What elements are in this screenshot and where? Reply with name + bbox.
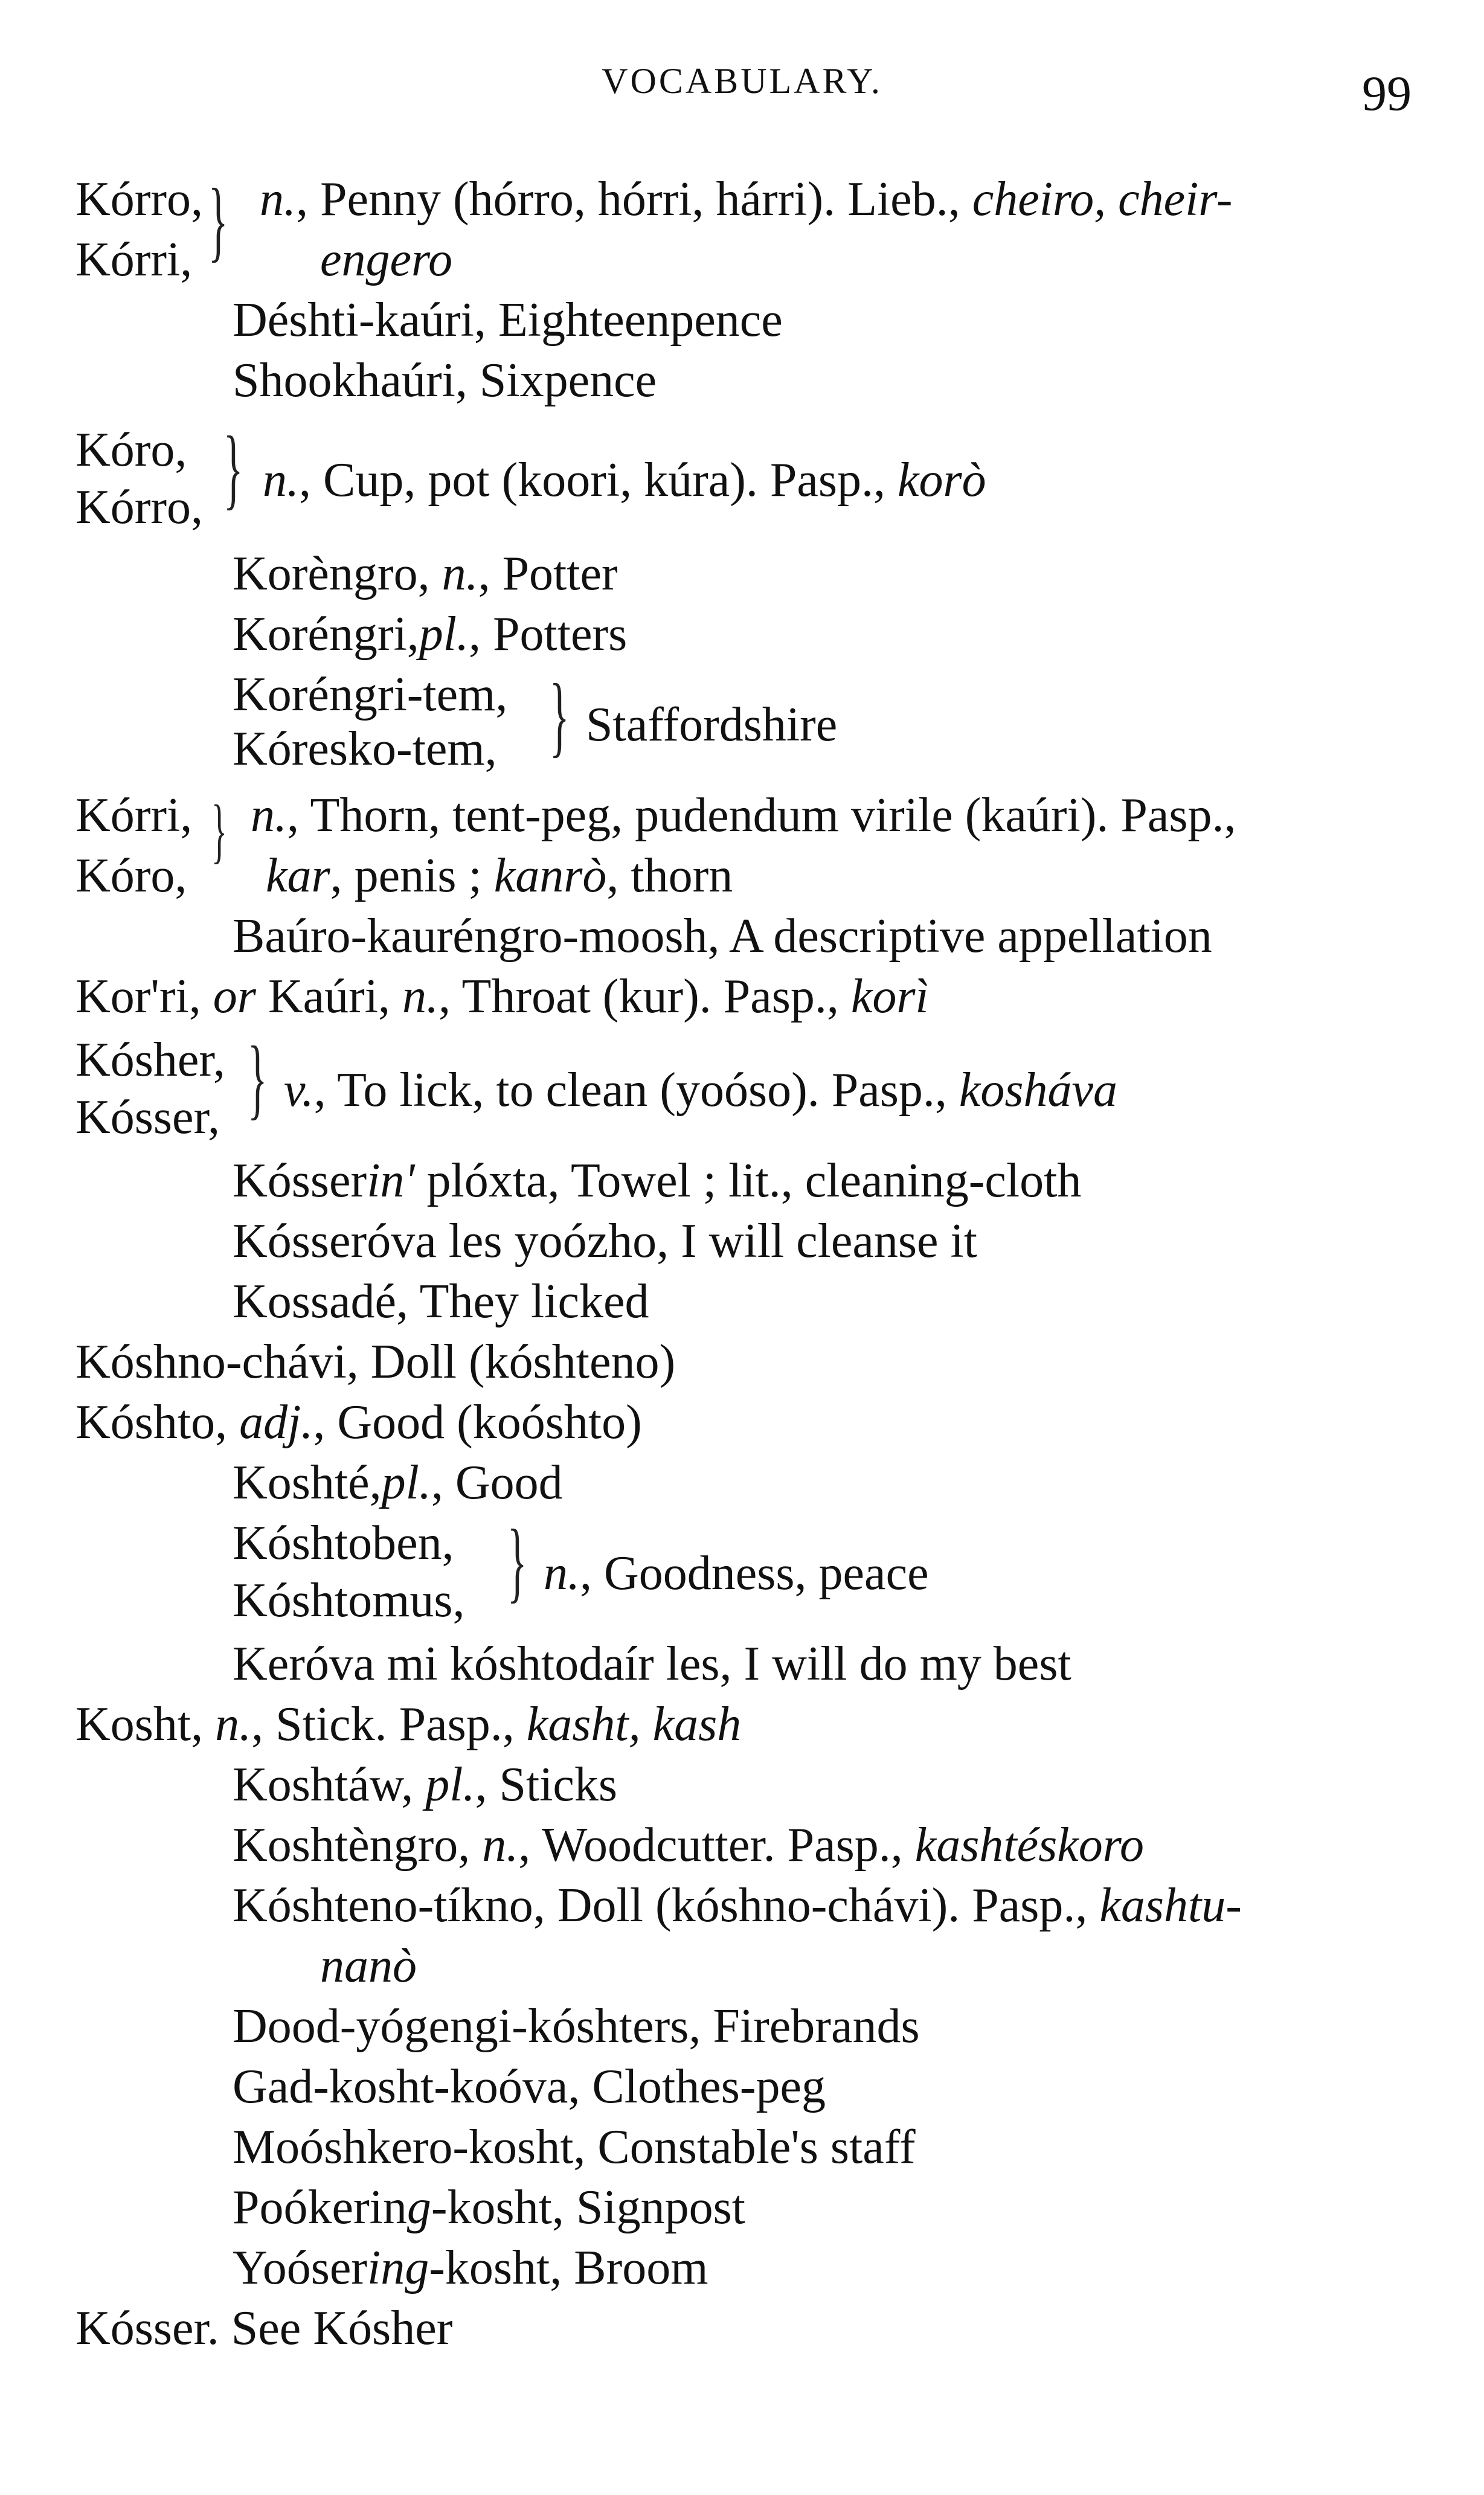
grammar-label: v. [284, 1064, 314, 1117]
grammar-label: n. [402, 970, 438, 1023]
cognate: korò [898, 454, 986, 507]
subentry-bauro: Baúro-kauréngro-moosh, A descriptive appellation [233, 910, 1212, 963]
subentry-koshteno-cont [320, 1936, 417, 1996]
page-number: 99 [1362, 66, 1412, 121]
grammar-label: n. [260, 173, 296, 226]
cognate: nanò [320, 1939, 417, 1992]
definition: , Stick. Pasp., [251, 1698, 515, 1751]
subentry-yooser: Yoósering-kosht, Broom [233, 2241, 708, 2294]
entry-kosht [75, 1694, 741, 1755]
grammar-label: n. [215, 1698, 252, 1751]
entry-korri-def [251, 785, 1236, 846]
brace: } [223, 418, 243, 518]
subentry-mooshkero: Moóshkero-kosht, Constable's staff [233, 2121, 916, 2174]
headword: Kórro, [75, 173, 204, 226]
cognate: kanrò [493, 849, 607, 902]
subentry-korengro: Korèngro, n., Potter [233, 547, 618, 600]
headword: Kósser, [75, 1091, 220, 1144]
page-header [0, 60, 1484, 127]
entry-korro-line2 [75, 230, 192, 290]
subentry-stafford-line1: Koréngri-tem, [233, 668, 508, 721]
subentry-korengri: Koréngri,pl., Potters [233, 608, 628, 661]
entry-kosher-def [284, 1060, 1117, 1120]
running-title: VOCABULARY. [602, 61, 882, 101]
entry-koshno: Kóshno-chávi, Doll (kóshteno) [75, 1335, 676, 1389]
cognate: engero [320, 233, 453, 286]
cognate: cheiro, [972, 173, 1107, 226]
cognate: kar [266, 849, 330, 902]
subentry-koshtoben-def: n., Goodness, peace [544, 1547, 929, 1600]
definition: , Thorn, tent-peg, pudendum virile (kaúri). Pasp., [287, 789, 1236, 842]
subentry-koshteno: Kóshteno-tíkno, Doll (kóshno-chávi). Pasp., kashtu- [233, 1879, 1242, 1932]
headword: Kóshto, [75, 1396, 228, 1449]
entry-kori: Kor'ri, or Kaúri, n., Throat (kur). Pasp., korì [75, 970, 929, 1023]
headword: Kóro, [75, 423, 187, 477]
headword: Kóro, [75, 849, 187, 902]
headword: Kosht, [75, 1698, 204, 1751]
subentry-koshte: Koshté,pl., Good [233, 1456, 563, 1509]
grammar-label: n. [263, 454, 299, 507]
entry-kosher-line1 [75, 1030, 225, 1090]
cognate: kashtu- [1099, 1879, 1242, 1932]
subentry-kerova: Keróva mi kóshtodaír les, I will do my best [233, 1637, 1071, 1691]
entry-korro-cont [320, 230, 452, 290]
subentry-dood: Dood-yógengi-kóshters, Firebrands [233, 2000, 920, 2053]
headword: Kórri, [75, 233, 193, 286]
subentry-koshtengro: Koshtèngro, n., Woodcutter. Pasp., kashtéskoro [233, 1819, 1144, 1872]
entry-koro-line1 [75, 420, 187, 480]
subentry-koshtoben-line2: Kóshtomus, [233, 1574, 465, 1627]
definition: , Cup, pot (koori, kúra). Pasp., [299, 454, 886, 507]
entry-korro-def [260, 169, 1233, 230]
entry-korri-line2 [75, 846, 187, 906]
cognate: kasht, kash [526, 1698, 742, 1751]
subentry-deshti: Déshti-kaúri, Eighteenpence [233, 294, 783, 347]
cognate: kashtéskoro [914, 1819, 1144, 1872]
brace: } [248, 1028, 268, 1128]
entry-korro-line1 [75, 169, 203, 230]
headword: Kórro, [75, 481, 204, 534]
cognate: koshávа [959, 1064, 1118, 1117]
grammar-label: adj. [239, 1396, 313, 1449]
brace: } [208, 170, 228, 271]
entry-koro-def [263, 450, 986, 510]
headword: Kor'ri, [75, 970, 201, 1023]
entry-koro-line2 [75, 477, 203, 538]
subentry-kosserin: Kósserin' plóxta, Towel ; lit., cleaning-cloth [233, 1154, 1082, 1207]
cognate: korì [850, 970, 929, 1023]
subentry-kossade: Kossadé, They licked [233, 1275, 649, 1328]
entry-kosser-crossref: Kósser. See Kósher [75, 2302, 453, 2355]
subentry-koshtoben-line1: Kóshtoben, [233, 1517, 454, 1570]
brace: } [211, 790, 227, 870]
entry-kosher-line2 [75, 1087, 220, 1148]
headword: Kósher, [75, 1033, 225, 1087]
entry-koshto [75, 1392, 642, 1453]
definition: , To lick, to clean (yoóso). Pasp., [313, 1064, 947, 1117]
cognate: cheir- [1118, 173, 1233, 226]
headword: Kórri, [75, 789, 193, 842]
entry-korri-line1 [75, 785, 192, 846]
subentry-shookhauri: Shookhaúri, Sixpence [233, 354, 657, 407]
headword: Kaúri, [268, 970, 390, 1023]
subentry-kosserova: Kósseróva les yoózho, I will cleanse it [233, 1215, 978, 1268]
subentry-koshtaw: Koshtáw, pl., Sticks [233, 1758, 618, 1811]
subentry-stafford-def: Staffordshire [586, 698, 838, 751]
brace: } [550, 666, 570, 766]
definition: , Good (koóshto) [313, 1396, 642, 1449]
grammar-label: n. [251, 789, 287, 842]
definition: , Throat (kur). Pasp., [438, 970, 839, 1023]
subentry-pooker: Poókering-kosht, Signpost [233, 2181, 745, 2234]
brace: } [507, 1511, 527, 1611]
subentry-gad: Gad-kosht-koóva, Clothes-peg [233, 2060, 826, 2113]
definition: , Penny (hórro, hórri, hárri). Lieb., [296, 173, 960, 226]
entry-korri-cont: kar, penis ; kanrò, thorn [266, 849, 733, 902]
subentry-stafford-line2: Kóresko-tem, [233, 722, 497, 775]
